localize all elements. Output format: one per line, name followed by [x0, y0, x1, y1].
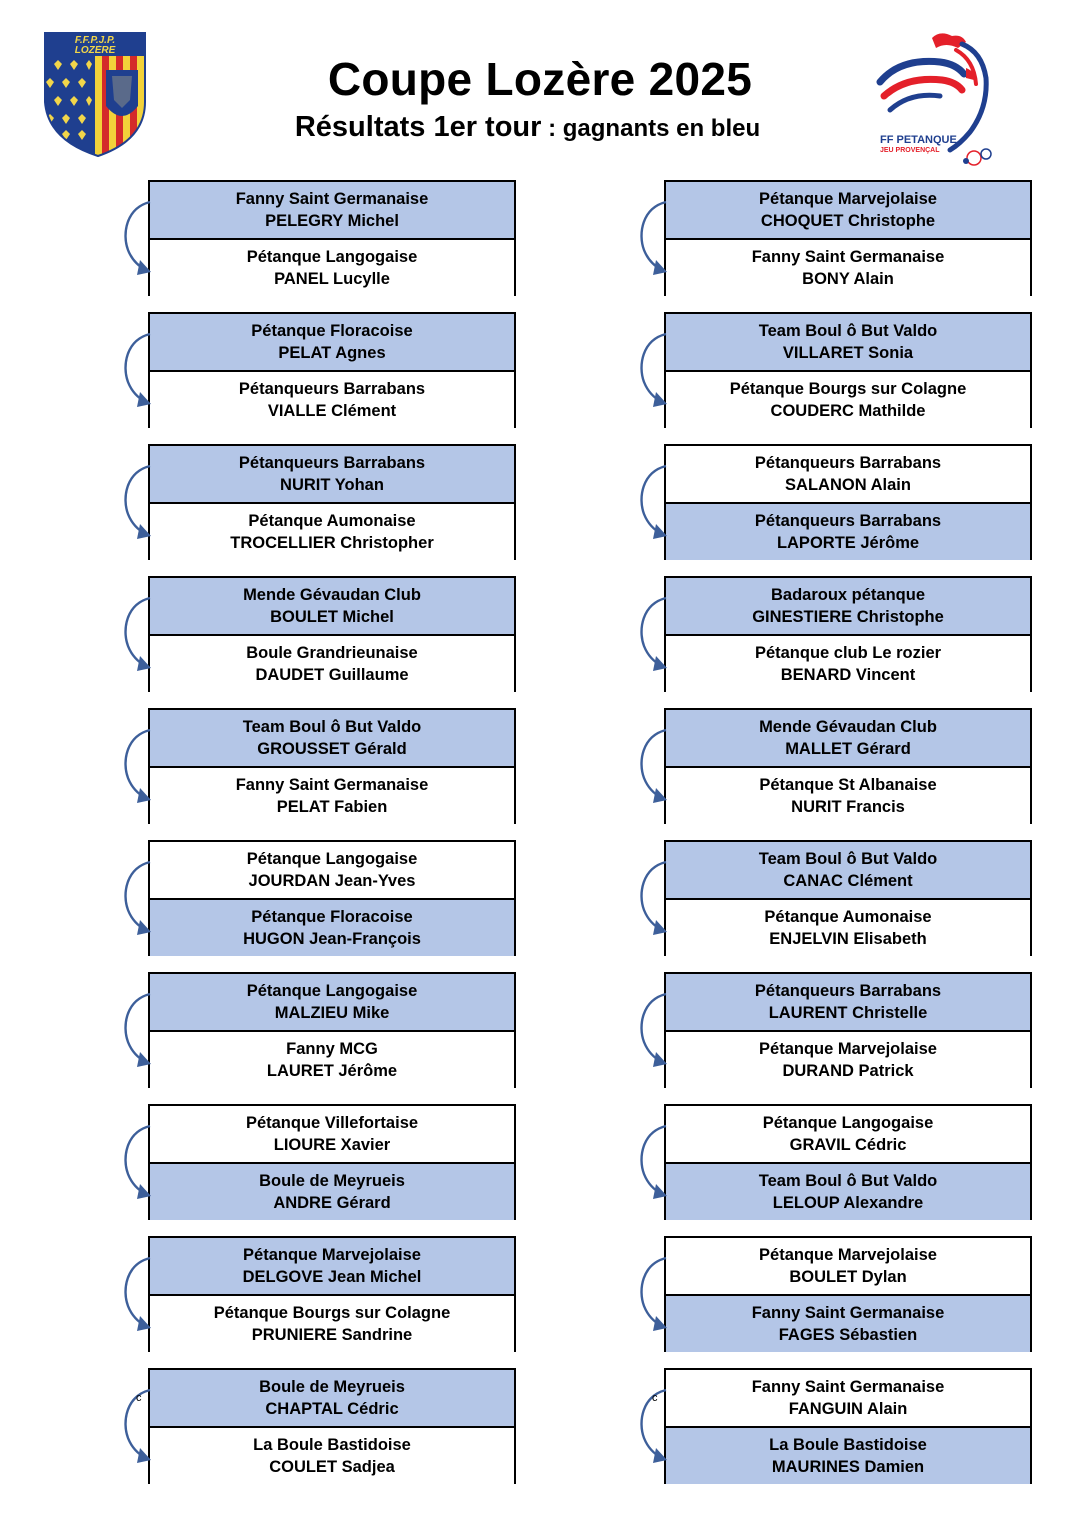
- team-player: GROUSSET Gérald: [257, 740, 407, 758]
- curved-arrow-icon: [636, 198, 672, 278]
- team-player: COULET Sadjea: [269, 1458, 395, 1476]
- match-box: [652, 1368, 1032, 1484]
- team-player: NURIT Francis: [791, 798, 905, 816]
- team-club: Fanny Saint Germanaise: [751, 1304, 945, 1322]
- curved-arrow-icon: [636, 330, 672, 410]
- team-player: ANDRE Gérard: [273, 1194, 391, 1212]
- matches-column-left: [136, 180, 516, 1500]
- winner-team: [666, 504, 1030, 560]
- team-player: VILLARET Sonia: [782, 344, 914, 362]
- team-player: PRUNIERE Sandrine: [251, 1326, 413, 1344]
- loser-team: [150, 768, 514, 824]
- curved-arrow-icon: [120, 198, 156, 278]
- team-player: BOULET Michel: [270, 608, 394, 626]
- team-club: Mende Gévaudan Club: [759, 718, 937, 736]
- loser-team: [666, 768, 1030, 824]
- team-player: PANEL Lucylle: [274, 270, 390, 288]
- team-club: Badaroux pétanque: [770, 586, 926, 604]
- team-player: TROCELLIER Christopher: [230, 534, 434, 552]
- match-mark: c: [652, 1392, 658, 1404]
- team-player: DELGOVE Jean Michel: [242, 1268, 422, 1286]
- team-player: MALZIEU Mike: [274, 1004, 390, 1022]
- crest-text-line1: F.F.P.J.P.: [74, 35, 116, 46]
- winner-team: [150, 314, 514, 372]
- team-club: Team Boul ô But Valdo: [758, 1172, 938, 1190]
- team-club: Pétanque St Albanaise: [759, 776, 937, 794]
- team-player: CHOQUET Christophe: [760, 212, 936, 230]
- curved-arrow-icon: [120, 858, 156, 938]
- team-player: SALANON Alain: [785, 476, 911, 494]
- winner-team: [150, 974, 514, 1032]
- loser-team: [150, 1106, 514, 1164]
- loser-team: [666, 372, 1030, 428]
- curved-arrow-icon: [120, 594, 156, 674]
- loser-team: [150, 240, 514, 296]
- curved-arrow-icon: [120, 1254, 156, 1334]
- team-club: Pétanque Langogaise: [762, 1114, 934, 1132]
- team-player: CHAPTAL Cédric: [265, 1400, 399, 1418]
- match-box: [664, 312, 1032, 428]
- team-club: Pétanque Aumonaise: [248, 512, 416, 530]
- curved-arrow-icon: [120, 1122, 156, 1202]
- ff-petanque-rooster-logo: [870, 28, 1005, 170]
- match-box: [136, 1368, 516, 1484]
- match-box: [148, 1104, 516, 1220]
- winner-team: [666, 1164, 1030, 1220]
- match-box: [664, 840, 1032, 956]
- team-club: Pétanqueurs Barrabans: [754, 512, 942, 530]
- team-player: PELAT Fabien: [276, 798, 388, 816]
- curved-arrow-icon: [636, 594, 672, 674]
- loser-team: [666, 446, 1030, 504]
- team-club: Pétanqueurs Barrabans: [238, 380, 426, 398]
- winner-team: [666, 1428, 1030, 1484]
- team-club: Pétanque Marvejolaise: [759, 1246, 937, 1264]
- team-player: HUGON Jean-François: [243, 930, 421, 948]
- team-club: Pétanque Marvejolaise: [759, 190, 937, 208]
- winner-team: [666, 314, 1030, 372]
- match-box: [664, 1236, 1032, 1352]
- team-club: Pétanque Villefortaise: [245, 1114, 419, 1132]
- team-club: Pétanque Marvejolaise: [759, 1040, 937, 1058]
- loser-team: [666, 1238, 1030, 1296]
- team-player: FANGUIN Alain: [788, 1400, 908, 1418]
- curved-arrow-icon: [636, 990, 672, 1070]
- team-player: PELAT Agnes: [278, 344, 386, 362]
- team-club: Pétanqueurs Barrabans: [754, 982, 942, 1000]
- curved-arrow-icon: [120, 726, 156, 806]
- page-title: Coupe Lozère 2025: [327, 53, 753, 105]
- team-club: Pétanque Bourgs sur Colagne: [213, 1304, 451, 1322]
- team-player: COUDERC Mathilde: [770, 402, 926, 420]
- matches-column-right: [652, 180, 1032, 1500]
- team-player: BOULET Dylan: [789, 1268, 907, 1286]
- team-club: Team Boul ô But Valdo: [758, 850, 938, 868]
- winner-team: [150, 900, 514, 956]
- loser-team: [666, 1370, 1030, 1428]
- match-box: [148, 180, 516, 296]
- winner-team: [666, 710, 1030, 768]
- team-player: LAURET Jérôme: [266, 1062, 398, 1080]
- loser-team: [666, 636, 1030, 692]
- loser-team: [666, 1106, 1030, 1164]
- subtitle-rest: : gagnants en bleu: [541, 115, 761, 142]
- team-club: Pétanque Langogaise: [246, 982, 418, 1000]
- team-club: Fanny MCG: [286, 1040, 378, 1058]
- team-player: BENARD Vincent: [780, 666, 916, 684]
- loser-team: [150, 636, 514, 692]
- crest-text-line2: LOZÈRE: [74, 45, 116, 56]
- team-player: FAGES Sébastien: [778, 1326, 918, 1344]
- team-club: Fanny Saint Germanaise: [235, 776, 429, 794]
- team-player: NURIT Yohan: [280, 476, 384, 494]
- team-club: Pétanque Floracoise: [251, 322, 413, 340]
- team-club: Pétanqueurs Barrabans: [238, 454, 426, 472]
- loser-team: [150, 372, 514, 428]
- team-club: Pétanque club Le rozier: [754, 644, 942, 662]
- team-club: Pétanque Marvejolaise: [243, 1246, 421, 1264]
- team-club: Pétanque Langogaise: [246, 850, 418, 868]
- winner-team: [666, 974, 1030, 1032]
- curved-arrow-icon: [636, 1122, 672, 1202]
- team-player: LAPORTE Jérôme: [776, 534, 920, 552]
- team-club: Fanny Saint Germanaise: [235, 190, 429, 208]
- winner-team: [150, 710, 514, 768]
- loser-team: [666, 1032, 1030, 1088]
- rooster-logo-text-line2: JEU PROVENÇAL: [880, 147, 940, 154]
- match-box: [664, 180, 1032, 296]
- team-club: Boule de Meyrueis: [259, 1378, 405, 1396]
- team-player: JOURDAN Jean-Yves: [248, 872, 416, 890]
- match-box: [148, 312, 516, 428]
- winner-team: [666, 1296, 1030, 1352]
- team-club: Boule de Meyrueis: [259, 1172, 405, 1190]
- match-box: [664, 1104, 1032, 1220]
- match-mark: c: [136, 1392, 142, 1404]
- winner-team: [150, 1370, 514, 1428]
- team-player: GRAVIL Cédric: [789, 1136, 907, 1154]
- match-box: [664, 444, 1032, 560]
- team-player: DURAND Patrick: [782, 1062, 914, 1080]
- match-box: [664, 576, 1032, 692]
- loser-team: [666, 240, 1030, 296]
- winner-team: [666, 182, 1030, 240]
- curved-arrow-icon: [636, 858, 672, 938]
- match-box: [148, 1236, 516, 1352]
- winner-team: [150, 1164, 514, 1220]
- loser-team: [150, 1032, 514, 1088]
- team-player: MALLET Gérard: [785, 740, 911, 758]
- team-club: Boule Grandrieunaise: [246, 644, 418, 662]
- match-box: [148, 840, 516, 956]
- rooster-logo-text-line1: FF PETANQUE: [880, 134, 957, 146]
- team-player: BONY Alain: [802, 270, 894, 288]
- match-box: [664, 972, 1032, 1088]
- team-club: Fanny Saint Germanaise: [751, 1378, 945, 1396]
- loser-team: [666, 900, 1030, 956]
- curved-arrow-icon: [120, 990, 156, 1070]
- team-club: Pétanque Floracoise: [251, 908, 413, 926]
- loser-team: [150, 842, 514, 900]
- match-box: [148, 708, 516, 824]
- loser-team: [150, 1428, 514, 1484]
- page-header: [0, 0, 1080, 175]
- team-club: Fanny Saint Germanaise: [751, 248, 945, 266]
- team-club: Team Boul ô But Valdo: [758, 322, 938, 340]
- team-club: La Boule Bastidoise: [769, 1436, 927, 1454]
- team-club: Pétanque Aumonaise: [764, 908, 932, 926]
- curved-arrow-icon: [636, 726, 672, 806]
- match-box: [664, 708, 1032, 824]
- winner-team: [150, 578, 514, 636]
- winner-team: [666, 842, 1030, 900]
- team-club: Pétanque Langogaise: [246, 248, 418, 266]
- team-club: Team Boul ô But Valdo: [242, 718, 422, 736]
- team-player: PELEGRY Michel: [265, 212, 399, 230]
- team-player: LAURENT Christelle: [768, 1004, 928, 1022]
- loser-team: [150, 504, 514, 560]
- curved-arrow-icon: [636, 1254, 672, 1334]
- winner-team: [150, 1238, 514, 1296]
- team-club: Pétanque Bourgs sur Colagne: [729, 380, 967, 398]
- curved-arrow-icon: [636, 462, 672, 542]
- team-player: GINESTIERE Christophe: [752, 608, 944, 626]
- subtitle-main: Résultats 1er tour: [294, 111, 542, 143]
- team-player: LELOUP Alexandre: [772, 1194, 924, 1212]
- winner-team: [150, 182, 514, 240]
- team-player: ENJELVIN Elisabeth: [769, 930, 927, 948]
- team-player: DAUDET Guillaume: [255, 666, 409, 684]
- team-player: MAURINES Damien: [771, 1458, 925, 1476]
- team-player: LIOURE Xavier: [273, 1136, 391, 1154]
- team-club: Mende Gévaudan Club: [243, 586, 421, 604]
- winner-team: [150, 446, 514, 504]
- loser-team: [150, 1296, 514, 1352]
- team-club: Pétanqueurs Barrabans: [754, 454, 942, 472]
- match-box: [148, 444, 516, 560]
- curved-arrow-icon: [120, 462, 156, 542]
- curved-arrow-icon: [120, 330, 156, 410]
- team-club: La Boule Bastidoise: [253, 1436, 411, 1454]
- match-box: [148, 576, 516, 692]
- match-box: [148, 972, 516, 1088]
- team-player: CANAC Clément: [783, 872, 913, 890]
- team-player: VIALLE Clément: [267, 402, 397, 420]
- winner-team: [666, 578, 1030, 636]
